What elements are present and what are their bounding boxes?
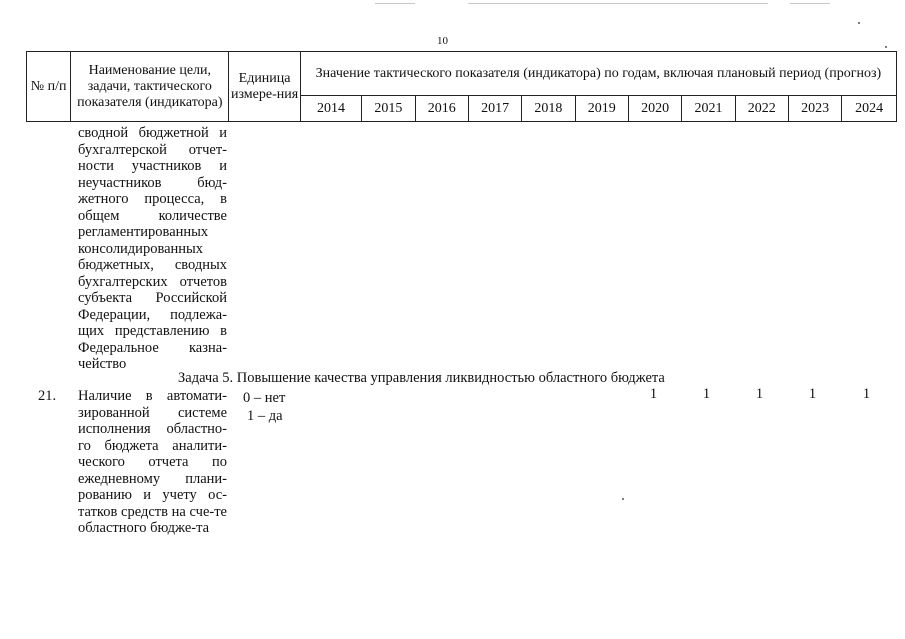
row-number: 21. <box>38 388 57 404</box>
scan-artifact-line <box>468 3 768 4</box>
header-name-col: Наименование цели, задачи, тактического показателя (индикатора) <box>71 52 229 122</box>
value-2024: 1 <box>862 386 871 402</box>
value-2023: 1 <box>808 386 817 402</box>
value-2021: 1 <box>702 386 711 402</box>
header-year: 2023 <box>788 96 841 122</box>
header-number-col: № п/п <box>27 52 71 122</box>
value-2020: 1 <box>649 386 658 402</box>
continued-indicator-text: сводной бюджетной и бухгалтерской отчет-ности участников и неучастников бюд-жетного процесса, в общем количестве регламентированных консолидированных бюджетных, сводных бухгалтерских отчетов субъекта Российской Федерации, подлежа-щих представлению в Федеральное казна-чейство <box>78 125 227 372</box>
header-year: 2014 <box>300 96 361 122</box>
header-year: 2015 <box>362 96 415 122</box>
header-unit-col: Единица измере-ния <box>229 52 300 122</box>
scan-speck <box>622 498 624 500</box>
indicator-table-header <box>26 51 897 122</box>
task-heading: Задача 5. Повышение качества управления ликвидностью областного бюджета <box>178 370 665 386</box>
page-number: 10 <box>437 35 448 47</box>
header-year: 2019 <box>575 96 628 122</box>
header-year: 2017 <box>468 96 521 122</box>
header-year: 2018 <box>522 96 575 122</box>
scan-artifact-line <box>375 3 415 4</box>
unit-of-measure <box>243 389 285 425</box>
unit-option: 1 – да <box>247 408 283 424</box>
header-values-col: Значение тактического показателя (индикатора) по годам, включая плановый период (прогноз) <box>300 52 896 96</box>
header-year: 2024 <box>842 96 897 122</box>
scan-speck <box>858 22 860 24</box>
scan-artifact-line <box>790 3 830 4</box>
header-year: 2020 <box>628 96 681 122</box>
header-year: 2021 <box>682 96 735 122</box>
header-year: 2016 <box>415 96 468 122</box>
indicator-name: Наличие в автомати-зированной системе исполнения областно-го бюджета аналити-ческого отчета по ежедневному плани-рованию и учету ос-татков средств на сче-те областного бюдже-та <box>78 388 227 536</box>
value-2022: 1 <box>755 386 764 402</box>
header-year: 2022 <box>735 96 788 122</box>
unit-option: 0 – нет <box>243 390 286 406</box>
scan-speck <box>885 46 887 48</box>
